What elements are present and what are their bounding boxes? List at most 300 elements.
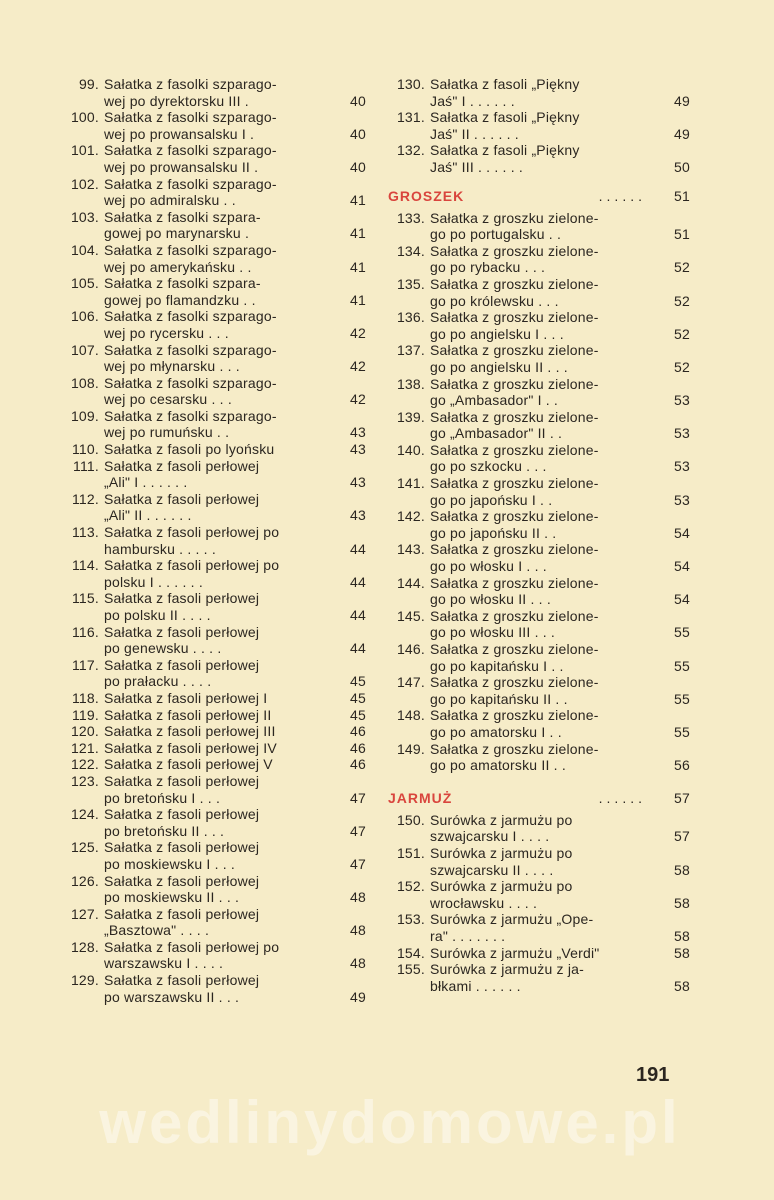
index-entry: [58, 690, 366, 707]
entry-page: 53: [674, 425, 690, 442]
entry-title-line: Sałatka z fasolki szparago-: [104, 241, 277, 258]
entry-number: 120.: [70, 723, 99, 740]
entry-title: [430, 309, 652, 342]
entry-title-line: wej po rycersku . . .: [104, 324, 229, 341]
entry-title-line: go po rybacku . . .: [430, 259, 546, 276]
entry-title: [104, 707, 328, 724]
entry-number: 117.: [71, 656, 99, 673]
entry-title-line: Sałatka z groszku zielone-: [430, 375, 599, 392]
entry-page: 45: [350, 706, 366, 723]
entry-title-line: Sałatka z fasoli perłowej: [104, 905, 260, 922]
entry-title: [104, 342, 328, 375]
index-entry: [58, 773, 366, 806]
entry-title-line: Sałatka z groszku zielone-: [430, 342, 599, 359]
entry-title: [430, 641, 652, 674]
entry-title-line: wej po admiralsku . .: [104, 192, 236, 209]
entry-page: 49: [674, 125, 690, 142]
index-entry: [58, 939, 366, 972]
entry-page: 43: [350, 507, 366, 524]
entry-title-line: Sałatka z fasoli po lyońsku: [104, 441, 275, 458]
entry-number: 99.: [78, 76, 99, 92]
entry-title-line: go po amatorsku II . .: [430, 757, 566, 774]
index-entry: [58, 242, 366, 275]
entry-page: 58: [674, 894, 690, 911]
watermark: wedlinydomowe.pl: [99, 1089, 681, 1156]
entry-title-line: szwajcarsku II . . . .: [430, 861, 554, 878]
entry-title-line: Sałatka z groszku zielone-: [430, 574, 599, 591]
entry-number: 106.: [70, 308, 99, 325]
entry-page: 55: [674, 723, 690, 740]
entry-title: [104, 209, 328, 242]
entry-page: 58: [674, 977, 690, 994]
entry-title-line: po moskiewsku I . . .: [104, 855, 236, 872]
entry-page: 54: [674, 558, 690, 575]
index-entry: [384, 376, 690, 409]
entry-title-line: Sałatka z fasolki szparago-: [104, 142, 277, 159]
index-entry: [384, 475, 690, 508]
index-entry: [58, 458, 366, 491]
entry-title-line: Sałatka z fasoli perłowej po: [104, 524, 280, 541]
index-entry: [384, 442, 690, 475]
entry-title-line: polsku I . . . . . .: [104, 573, 203, 590]
index-entry: [384, 243, 690, 276]
entry-title-line: Sałatka z fasoli perłowej: [104, 656, 260, 673]
entry-title-line: po bretońsku I . . .: [104, 789, 221, 806]
entry-title: [430, 508, 652, 541]
entry-title-line: Sałatka z fasoli perłowej po: [104, 938, 280, 955]
entry-number: 132.: [396, 142, 425, 159]
entry-title-line: go po japońsku I . .: [430, 491, 553, 508]
entry-page: 44: [350, 607, 366, 623]
entry-title-line: Surówka z jarmużu po: [430, 878, 573, 895]
entry-title-line: Sałatka z fasoli perłowej II: [104, 706, 272, 723]
entry-title-line: Sałatka z groszku zielone-: [430, 740, 599, 757]
entry-number: 124.: [70, 806, 99, 823]
entry-number: 112.: [71, 490, 99, 507]
index-entry: [58, 142, 366, 175]
entry-title: [430, 575, 652, 608]
index-entry: [384, 342, 690, 375]
entry-title-line: Sałatka z groszku zielone-: [430, 242, 599, 259]
entry-number: 108.: [70, 374, 99, 391]
entry-title: [104, 839, 328, 872]
entry-number: 144.: [396, 574, 425, 591]
entry-title-line: Surówka z jarmużu po: [430, 811, 573, 828]
index-entry: [58, 491, 366, 524]
index-entry: [384, 210, 690, 243]
entry-page: 41: [350, 258, 366, 275]
entry-number: 122.: [70, 756, 99, 773]
entry-number: 127.: [70, 905, 99, 922]
entry-title: [104, 873, 328, 906]
entry-title: [430, 674, 652, 707]
index-entry: [58, 209, 366, 242]
entry-title: [104, 806, 328, 839]
entry-title: [430, 707, 652, 740]
index-entry: [384, 508, 690, 541]
index-entry: [384, 812, 690, 845]
entry-title-line: wej po dyrektorsku III .: [104, 92, 249, 109]
entry-title-line: Jaś" III . . . . . .: [430, 158, 523, 175]
entry-page: 46: [350, 739, 366, 756]
entry-title-line: Sałatka z groszku zielone-: [430, 541, 599, 558]
entry-title: [430, 376, 652, 409]
entry-number: 123.: [70, 772, 99, 789]
entry-page: 52: [674, 325, 690, 342]
entry-page: 40: [350, 125, 366, 142]
index-entry: [384, 961, 690, 994]
entry-title: [430, 142, 652, 175]
entry-title: [104, 972, 328, 1005]
entry-title-line: gowej po flamandzku . .: [104, 291, 256, 308]
entry-number: 137.: [396, 342, 425, 359]
entry-title-line: go po włosku III . . .: [430, 624, 556, 641]
entry-number: 154.: [396, 944, 425, 961]
entry-page: 47: [350, 822, 366, 839]
entry-title-line: Sałatka z groszku zielone-: [430, 275, 599, 292]
entry-page: 42: [350, 391, 366, 408]
entry-title-line: Sałatka z fasolki szparago-: [104, 175, 277, 192]
entry-title: [104, 408, 328, 441]
entry-title-line: Sałatka z fasolki szparago-: [104, 341, 277, 358]
entry-title: [104, 109, 328, 142]
entry-title: [430, 475, 652, 508]
entry-number: 118.: [71, 689, 99, 706]
entry-title-line: Sałatka z fasoli perłowej: [104, 806, 260, 823]
jarmuz-list: [384, 812, 690, 995]
entry-number: 130.: [396, 76, 425, 92]
entry-page: 41: [350, 291, 366, 308]
entry-title-line: Jaś" I . . . . . .: [430, 92, 515, 109]
leader-dots: ......: [598, 789, 646, 806]
entry-title-line: Sałatka z fasolki szparago-: [104, 407, 277, 424]
entry-page: 55: [674, 624, 690, 641]
entry-title-line: Surówka z jarmużu „Ope-: [430, 911, 594, 928]
entry-number: 136.: [396, 309, 425, 326]
entry-page: 46: [350, 723, 366, 740]
entry-title-line: Jaś" II . . . . . .: [430, 125, 519, 142]
entry-page: 53: [674, 392, 690, 409]
entry-title: [430, 276, 652, 309]
fasola-continued-list: [384, 76, 690, 176]
entry-page: 44: [350, 540, 366, 557]
entry-page: 58: [674, 944, 690, 961]
index-entry: [58, 707, 366, 724]
index-entry: [384, 409, 690, 442]
entry-number: 148.: [396, 707, 425, 724]
entry-title-line: po genewsku . . . .: [104, 640, 222, 657]
entry-title-line: go po włosku I . . .: [430, 558, 547, 575]
section-header-groszek: [384, 188, 690, 204]
entry-title: [104, 176, 328, 209]
index-entry: [58, 740, 366, 757]
index-entry: [58, 408, 366, 441]
entry-title-line: „Basztowa" . . . .: [104, 922, 210, 939]
entry-number: 105.: [70, 275, 99, 292]
entry-page: 53: [674, 491, 690, 508]
entry-page: 52: [674, 358, 690, 375]
entry-page: 50: [674, 158, 690, 175]
index-entry: [384, 76, 690, 109]
entry-page: 43: [350, 441, 366, 458]
entry-number: 100.: [70, 109, 99, 126]
entry-number: 153.: [396, 911, 425, 928]
entry-title-line: Sałatka z fasoli perłowej po: [104, 557, 280, 574]
entry-title-line: wej po młynarsku . . .: [104, 358, 240, 375]
entry-title-line: Sałatka z fasolki szparago-: [104, 109, 277, 126]
entry-title: [430, 845, 652, 878]
entry-number: 138.: [396, 375, 425, 392]
index-entry: [58, 723, 366, 740]
entry-title-line: go po szkocku . . .: [430, 458, 547, 475]
entry-title: [104, 690, 328, 707]
index-entry: [384, 707, 690, 740]
entry-title-line: Sałatka z fasoli perłowej V: [104, 756, 273, 773]
entry-page: 40: [350, 92, 366, 109]
entry-page: 47: [350, 789, 366, 806]
index-entry: [384, 845, 690, 878]
entry-title: [104, 491, 328, 524]
entry-title: [104, 308, 328, 341]
entry-page: 49: [350, 988, 366, 1005]
entry-page: 44: [350, 573, 366, 590]
entry-title-line: Sałatka z fasoli perłowej: [104, 772, 260, 789]
entry-page: 41: [350, 192, 366, 209]
entry-page: 43: [350, 424, 366, 441]
entry-page: 55: [674, 690, 690, 707]
entry-title-line: go po kapitańsku I . .: [430, 657, 564, 674]
entry-number: 116.: [71, 623, 99, 640]
entry-title-line: wej po amerykańsku . .: [104, 258, 252, 275]
index-entry: [58, 972, 366, 1005]
index-entry: [58, 441, 366, 458]
index-entry: [58, 839, 366, 872]
index-entry: [58, 557, 366, 590]
entry-title-line: Sałatka z fasoli perłowej: [104, 839, 260, 856]
entry-title-line: Sałatka z fasoli perłowej I: [104, 689, 268, 706]
index-entry: [384, 309, 690, 342]
entry-title-line: po warszawsku II . . .: [104, 988, 240, 1005]
entry-title-line: wej po rumuńsku . .: [104, 424, 230, 441]
entry-number: 135.: [396, 275, 425, 292]
entry-page: 42: [350, 324, 366, 341]
index-entry: [384, 878, 690, 911]
entry-title: [104, 524, 328, 557]
entry-title-line: Sałatka z fasolki szparago-: [104, 308, 277, 325]
entry-page: 56: [674, 757, 690, 774]
entry-page: 45: [350, 689, 366, 706]
entry-number: 128.: [70, 938, 99, 955]
entry-title-line: Sałatka z groszku zielone-: [430, 475, 599, 492]
index-entry: [58, 873, 366, 906]
entry-title-line: Sałatka z fasoli „Piękny: [430, 109, 580, 126]
entry-title-line: po bretońsku II . . .: [104, 822, 225, 839]
index-entry: [384, 741, 690, 774]
index-column-left: [58, 76, 366, 1005]
entry-number: 119.: [71, 706, 99, 723]
entry-title-line: Sałatka z groszku zielone-: [430, 441, 599, 458]
index-entry: [384, 109, 690, 142]
section-page: 57: [674, 789, 690, 806]
index-entry: [58, 624, 366, 657]
entry-title: [104, 939, 328, 972]
entry-title-line: Sałatka z fasoli perłowej: [104, 590, 260, 607]
entry-title: [430, 109, 652, 142]
entry-page: 53: [674, 458, 690, 475]
entry-title-line: go po japońsku II . .: [430, 524, 557, 541]
entry-page: 45: [350, 673, 366, 690]
entry-number: 143.: [396, 541, 425, 558]
entry-title-line: go po amatorsku I . .: [430, 723, 562, 740]
entry-title-line: Sałatka z fasoli perłowej: [104, 457, 260, 474]
entry-title-line: Sałatka z fasolki szpara-: [104, 275, 261, 292]
entry-number: 150.: [396, 811, 425, 828]
entry-title-line: Sałatka z groszku zielone-: [430, 209, 599, 226]
entry-title: [430, 541, 652, 574]
entry-page: 46: [350, 756, 366, 773]
entry-title: [430, 741, 652, 774]
entry-title-line: Surówka z jarmużu „Verdi": [430, 944, 600, 961]
entry-title-line: Sałatka z fasoli perłowej III: [104, 723, 276, 740]
entry-title: [104, 375, 328, 408]
entry-title: [430, 409, 652, 442]
entry-title-line: po prałacku . . . .: [104, 673, 212, 690]
entry-number: 139.: [396, 408, 425, 425]
entry-page: 42: [350, 358, 366, 375]
entry-title: [430, 911, 652, 944]
entry-title-line: wej po prowansalsku II .: [104, 158, 259, 175]
index-entry: [58, 806, 366, 839]
entry-title-line: Sałatka z fasoli perłowej: [104, 623, 260, 640]
entry-title-line: Sałatka z groszku zielone-: [430, 674, 599, 691]
entry-page: 48: [350, 922, 366, 939]
entry-title: [104, 242, 328, 275]
entry-number: 134.: [396, 242, 425, 259]
entry-page: 54: [674, 591, 690, 608]
index-entry: [384, 575, 690, 608]
index-entry: [58, 76, 366, 109]
entry-title-line: wej po cesarsku . . .: [104, 391, 232, 408]
entry-title-line: po moskiewsku II . . .: [104, 889, 240, 906]
entry-number: 102.: [70, 175, 99, 192]
entry-title: [430, 243, 652, 276]
entry-number: 121.: [70, 739, 99, 756]
entry-title: [430, 945, 652, 962]
index-entry: [58, 176, 366, 209]
entry-title: [104, 756, 328, 773]
index-entry: [58, 109, 366, 142]
entry-page: 58: [674, 927, 690, 944]
index-entry: [58, 906, 366, 939]
entry-title: [104, 142, 328, 175]
entry-title-line: go po angielsku I . . .: [430, 325, 564, 342]
index-entry: [384, 945, 690, 962]
entry-page: 52: [674, 292, 690, 309]
entry-number: 147.: [396, 674, 425, 691]
entry-title: [430, 76, 652, 109]
entry-title-line: go po angielsku II . . .: [430, 358, 568, 375]
entry-title-line: Sałatka z fasoli „Piękny: [430, 76, 580, 92]
entry-title-line: go po włosku II . . .: [430, 591, 551, 608]
entry-number: 151.: [396, 844, 425, 861]
entry-title-line: Sałatka z groszku zielone-: [430, 309, 599, 326]
entry-page: 44: [350, 640, 366, 657]
entry-number: 126.: [70, 872, 99, 889]
entry-number: 142.: [396, 508, 425, 525]
entry-number: 141.: [396, 475, 425, 492]
section-header-jarmuz: [384, 790, 690, 806]
index-entry: [384, 674, 690, 707]
index-entry: [384, 276, 690, 309]
page-number: 191: [636, 1064, 670, 1086]
entry-number: 104.: [70, 241, 99, 258]
entry-number: 129.: [70, 972, 99, 989]
index-entry: [58, 657, 366, 690]
entry-title-line: Surówka z jarmużu z ja-: [430, 961, 584, 978]
entry-title-line: go po portugalsku . .: [430, 226, 562, 243]
entry-page: 48: [350, 889, 366, 906]
entry-page: 49: [674, 92, 690, 109]
entry-number: 149.: [396, 740, 425, 757]
entry-number: 131.: [396, 109, 425, 126]
entry-number: 101.: [70, 142, 99, 159]
index-entry: [384, 641, 690, 674]
entry-title: [104, 76, 328, 109]
entry-number: 155.: [396, 961, 425, 978]
entry-title-line: go po kapitańsku II . .: [430, 690, 568, 707]
entry-title-line: Sałatka z fasolki szparago-: [104, 374, 277, 391]
entry-number: 109.: [70, 407, 99, 424]
entry-number: 114.: [71, 557, 99, 574]
entry-number: 145.: [396, 607, 425, 624]
index-entry: [384, 541, 690, 574]
index-entry: [58, 375, 366, 408]
entry-title-line: Sałatka z fasoli perłowej IV: [104, 739, 277, 756]
entry-title-line: go „Ambasador" II . .: [430, 425, 563, 442]
entry-page: 54: [674, 524, 690, 541]
entry-page: 51: [674, 226, 690, 243]
index-entry: [384, 911, 690, 944]
entry-title-line: Sałatka z groszku zielone-: [430, 408, 599, 425]
entry-title-line: Sałatka z fasoli „Piękny: [430, 142, 580, 159]
entry-title-line: Sałatka z groszku zielone-: [430, 641, 599, 657]
index-entry: [384, 142, 690, 175]
groszek-list: [384, 210, 690, 774]
entry-title: [104, 275, 328, 308]
entry-title-line: Surówka z jarmużu po: [430, 844, 573, 861]
entry-page: 52: [674, 259, 690, 276]
entry-number: 146.: [396, 641, 425, 657]
entry-title: [430, 342, 652, 375]
entry-page: 47: [350, 855, 366, 872]
entry-page: 48: [350, 955, 366, 972]
entry-title: [104, 740, 328, 757]
entry-title-line: Sałatka z groszku zielone-: [430, 508, 599, 525]
entry-page: 55: [674, 657, 690, 674]
entry-title-line: Sałatka z groszku zielone-: [430, 607, 599, 624]
entry-number: 115.: [71, 590, 99, 607]
leader-dots: ......: [598, 187, 646, 204]
entry-title: [430, 961, 652, 994]
entry-page: 58: [674, 861, 690, 878]
entry-title: [104, 557, 328, 590]
entry-number: 133.: [396, 209, 425, 226]
section-title: JARMUŻ: [388, 789, 453, 806]
section-page: 51: [674, 187, 690, 204]
entry-title: [104, 657, 328, 690]
entry-title-line: „Ali" I . . . . . .: [104, 474, 188, 491]
entry-page: 43: [350, 474, 366, 491]
